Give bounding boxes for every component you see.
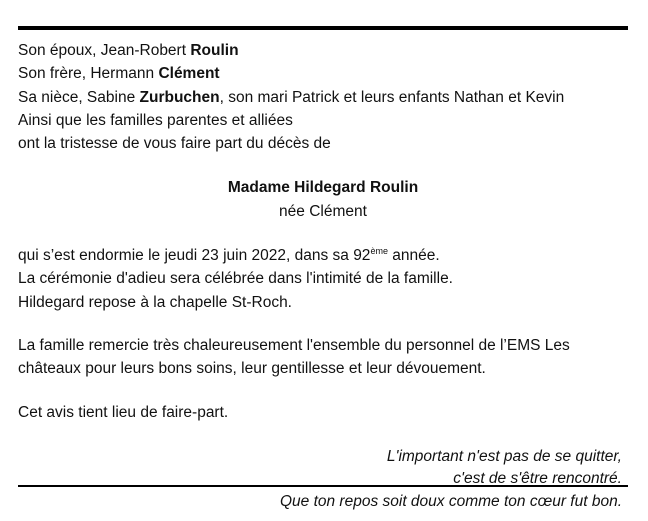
niece-surname: Zurbuchen [139, 88, 220, 106]
quote-line-2: c'est de s'être rencontré. [453, 470, 622, 488]
deceased-maiden-name: née Clément [279, 202, 367, 220]
closing-paragraph [18, 401, 628, 424]
family-husband: Son époux, Jean-Robert Roulin [18, 42, 239, 59]
thanks-line-1: La famille remercie très chaleureusement l'ensemble du personnel de l’EMS Les [18, 336, 570, 354]
thanks-line-2: châteaux pour leurs bons soins, leur gentillesse et leur dévouement. [18, 360, 486, 378]
bottom-rule [18, 485, 628, 487]
death-details [18, 244, 628, 314]
obituary-notice [18, 26, 628, 514]
ceremony-line: La cérémonie d'adieu sera célébrée dans l'intimité de la famille. [18, 270, 453, 288]
ordinal-superscript: ème [370, 246, 388, 257]
family-list [18, 30, 628, 155]
quote-line-3: Que ton repos soit doux comme ton cœur fut bon. [279, 493, 622, 511]
family-niece: Sa nièce, Sabine Zurbuchen, son mari Patrick et leurs enfants Nathan et Kevin [18, 88, 565, 106]
memorial-quote [18, 446, 628, 514]
thanks-paragraph [18, 334, 628, 381]
family-brother: Son frère, Hermann Clément [18, 65, 220, 83]
deceased-name: Madame Hildegard Roulin [227, 179, 419, 197]
quote-line-1: L'important n'est pas de se quitter, [386, 447, 622, 465]
brother-surname: Clément [158, 65, 220, 83]
deceased-block [18, 176, 628, 223]
family-relatives: Ainsi que les familles parentes et alliées [18, 111, 293, 129]
husband-surname: Roulin [190, 42, 239, 59]
chapel-line: Hildegard repose à la chapelle St-Roch. [18, 293, 292, 311]
death-date-line: qui s’est endormie le jeudi 23 juin 2022, dans sa 92ème année. [18, 246, 440, 265]
announcement-line: ont la tristesse de vous faire part du décès de [18, 135, 331, 153]
closing-line: Cet avis tient lieu de faire-part. [18, 403, 229, 421]
